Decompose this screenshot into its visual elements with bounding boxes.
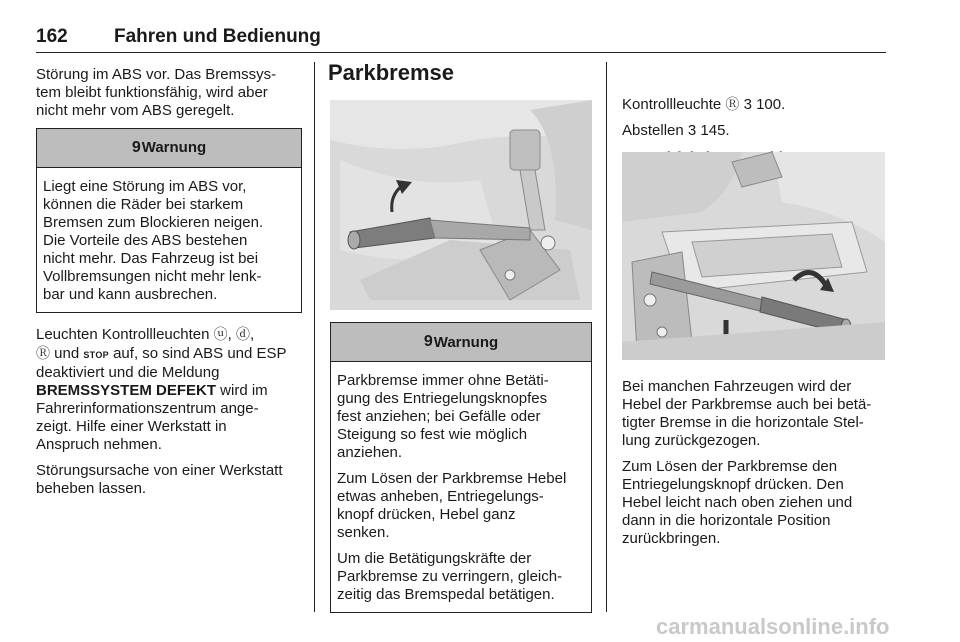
- abs-warning-box: [36, 128, 302, 313]
- warning-paragraph-3: Um die Betätigungskräfte der Parkbremse zu verringern, gleich- zeitig das Bremspedal betätigen.: [337, 550, 563, 603]
- parking-reference: Abstellen 3 145.: [622, 122, 730, 139]
- brake-indicator-icon: Ⓡ: [725, 96, 740, 112]
- column-divider-2: [606, 62, 607, 612]
- retractable-paragraph-2: Zum Lösen der Parkbremse den Entriegelungsknopf drücken. Den Hebel leicht nach oben ziehen und dann in die horizontale Position zurückbringen.: [622, 458, 853, 547]
- warning-paragraph-1: Parkbremse immer ohne Betäti- gung des Entriegelungsknopfes fest anziehen; bei Gefälle oder Steigung so fest wie möglich anziehen.: [337, 372, 549, 461]
- abs-indicator-paragraph: Leuchten Kontrollleuchten ⓤ, ⓓ, Ⓡ und STOP auf, so sind ABS und ESP deaktiviert und die Meldung BREMSSYSTEM DEFEKT wird im Fahrerinformationszentrum ange- zeigt. Hilfe einer Werkstatt in Anspruch nehmen.: [36, 326, 287, 453]
- warning-body: Liegt eine Störung im ABS vor, können die Räder bei starkem Bremsen zum Blockieren neigen. Die Vorteile des ABS bestehen nicht mehr. Das Fahrzeug ist bei Vollbremsungen nicht mehr lenk- bar und kann ausbrechen.: [43, 178, 264, 303]
- chapter-title: Fahren und Bedienung: [114, 26, 321, 47]
- indicator-reference: Kontrollleuchte Ⓡ 3 100.: [622, 96, 786, 113]
- watermark: carmanualsonline.info: [656, 614, 890, 639]
- page-header: [36, 24, 886, 53]
- parkbremse-warning-box: [330, 322, 592, 613]
- warning-icon: 9: [131, 139, 141, 156]
- column-1: [36, 66, 302, 506]
- column-2: [328, 60, 592, 85]
- warning-title: Warnung: [141, 139, 207, 156]
- abs-indicator-icon: ⓤ: [213, 326, 228, 342]
- retractable-brake-illustration: [622, 152, 885, 360]
- intro-paragraph: Störung im ABS vor. Das Bremssys- tem bleibt funktionsfähig, wird aber nicht mehr vom ABS geregelt.: [36, 66, 277, 119]
- stop-indicator-icon: STOP: [83, 350, 109, 360]
- warning-paragraph-2: Zum Lösen der Parkbremse Hebel etwas anheben, Entriegelungs- knopf drücken, Hebel ganz senken.: [337, 470, 567, 541]
- workshop-paragraph: Störungsursache von einer Werkstatt beheben lassen.: [36, 462, 283, 497]
- page-number: 162: [36, 26, 68, 47]
- brake-indicator-icon: Ⓡ: [36, 345, 50, 361]
- column-3-bottom: [622, 378, 894, 556]
- warning-title: Warnung: [433, 333, 499, 351]
- warning-header: [37, 129, 301, 168]
- brake-system-message: BREMSSYSTEM DEFEKT: [36, 382, 217, 399]
- parking-brake-illustration: [330, 100, 592, 310]
- retractable-paragraph-1: Bei manchen Fahrzeugen wird der Hebel der Parkbremse auch bei betä- tigter Bremse in die horizontale Stel- lung zurückgezogen.: [622, 378, 872, 449]
- section-heading-parkbremse: Parkbremse: [328, 60, 454, 85]
- warning-body: [331, 362, 591, 612]
- column-divider-1: [314, 62, 315, 612]
- warning-header: [331, 323, 591, 362]
- warning-icon: 9: [423, 333, 433, 350]
- esp-indicator-icon: ⓓ: [235, 326, 250, 342]
